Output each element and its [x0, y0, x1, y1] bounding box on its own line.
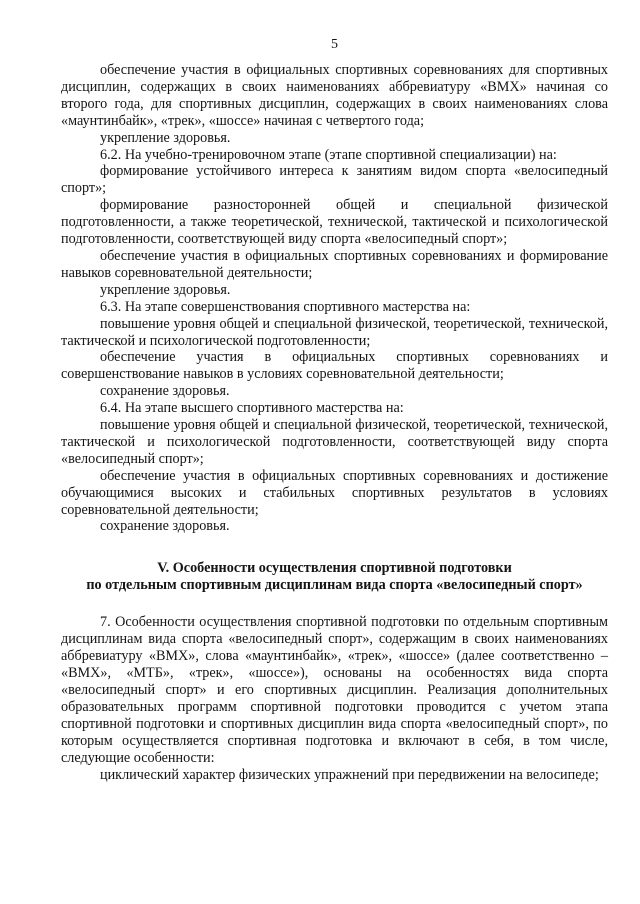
paragraph: укрепление здоровья.: [100, 281, 231, 298]
page-number: 5: [331, 37, 338, 52]
paragraph: обеспечение участия в официальных спортивных соревнованиях для спортивных дисциплин, содержащих в своих наименованиях аббревиатуру «ВМХ» начиная со второго года, для спортивных дисциплин, содержащих в своих наименованиях слова «маунтинбайк», «трек», «шоссе» начиная с четвертого года;: [61, 62, 608, 129]
paragraph: повышение уровня общей и специальной физической, теоретической, технической, тактической и психологической подготовленности, соответствующей виду спорта «велосипедный спорт»;: [61, 417, 608, 467]
section-heading-line: по отдельным спортивным дисциплинам вида спорта «велосипедный спорт»: [86, 577, 583, 594]
paragraph: обеспечение участия в официальных спортивных соревнованиях и достижение обучающимися высоких и стабильных спортивных результатов в условиях соревновательной деятельности;: [61, 467, 608, 518]
body-text-after-heading: [61, 614, 608, 783]
paragraph: формирование устойчивого интереса к занятиям видом спорта «велосипедный спорт»;: [61, 163, 608, 197]
subsection-heading: 6.4. На этапе высшего спортивного мастерства на:: [100, 400, 404, 417]
section-heading-line: V. Особенности осуществления спортивной подготовки: [157, 560, 512, 577]
paragraph: обеспечение участия в официальных спортивных соревнованиях и формирование навыков соревновательной деятельности;: [61, 247, 608, 281]
paragraph: формирование разносторонней общей и специальной физической подготовленности, а также теоретической, технической, тактической и психологической подготовленности, соответствующей виду спорта «велосипедный спорт»;: [61, 197, 608, 248]
subsection-heading: 6.2. На учебно-тренировочном этапе (этапе спортивной специализации) на:: [100, 146, 557, 163]
paragraph: сохранение здоровья.: [100, 518, 230, 535]
body-text-before-heading: [61, 62, 608, 535]
section-heading: [61, 560, 608, 594]
paragraph: укрепление здоровья.: [100, 129, 231, 146]
paragraph: циклический характер физических упражнений при передвижении на велосипеде;: [100, 766, 599, 783]
subsection-heading: 6.3. На этапе совершенствования спортивного мастерства на:: [100, 298, 471, 315]
paragraph: сохранение здоровья.: [100, 383, 230, 400]
paragraph: обеспечение участия в официальных спортивных соревнованиях и совершенствование навыков в условиях соревновательной деятельности;: [61, 349, 608, 383]
paragraph: повышение уровня общей и специальной физической, теоретической, технической, тактической и психологической подготовленности;: [61, 315, 608, 349]
paragraph: 7. Особенности осуществления спортивной подготовки по отдельным спортивным дисциплинам вида спорта «велосипедный спорт», содержащим в своих наименованиях аббревиатуру «ВМХ», слова «маунтинбайк», «трек», «шоссе» (далее соответственно – «ВМХ», «МТБ», «трек», «шоссе»), основаны на особенностях вида спорта «велосипедный спорт» и его спортивных дисциплин. Реализация дополнительных образовательных программ спортивной подготовки проводится с учетом этапа спортивной подготовки и спортивных дисциплин вида спорта «велосипедный спорт», по которым осуществляется спортивная подготовка и включают в себя, в том числе, следующие особенности:: [61, 614, 608, 766]
